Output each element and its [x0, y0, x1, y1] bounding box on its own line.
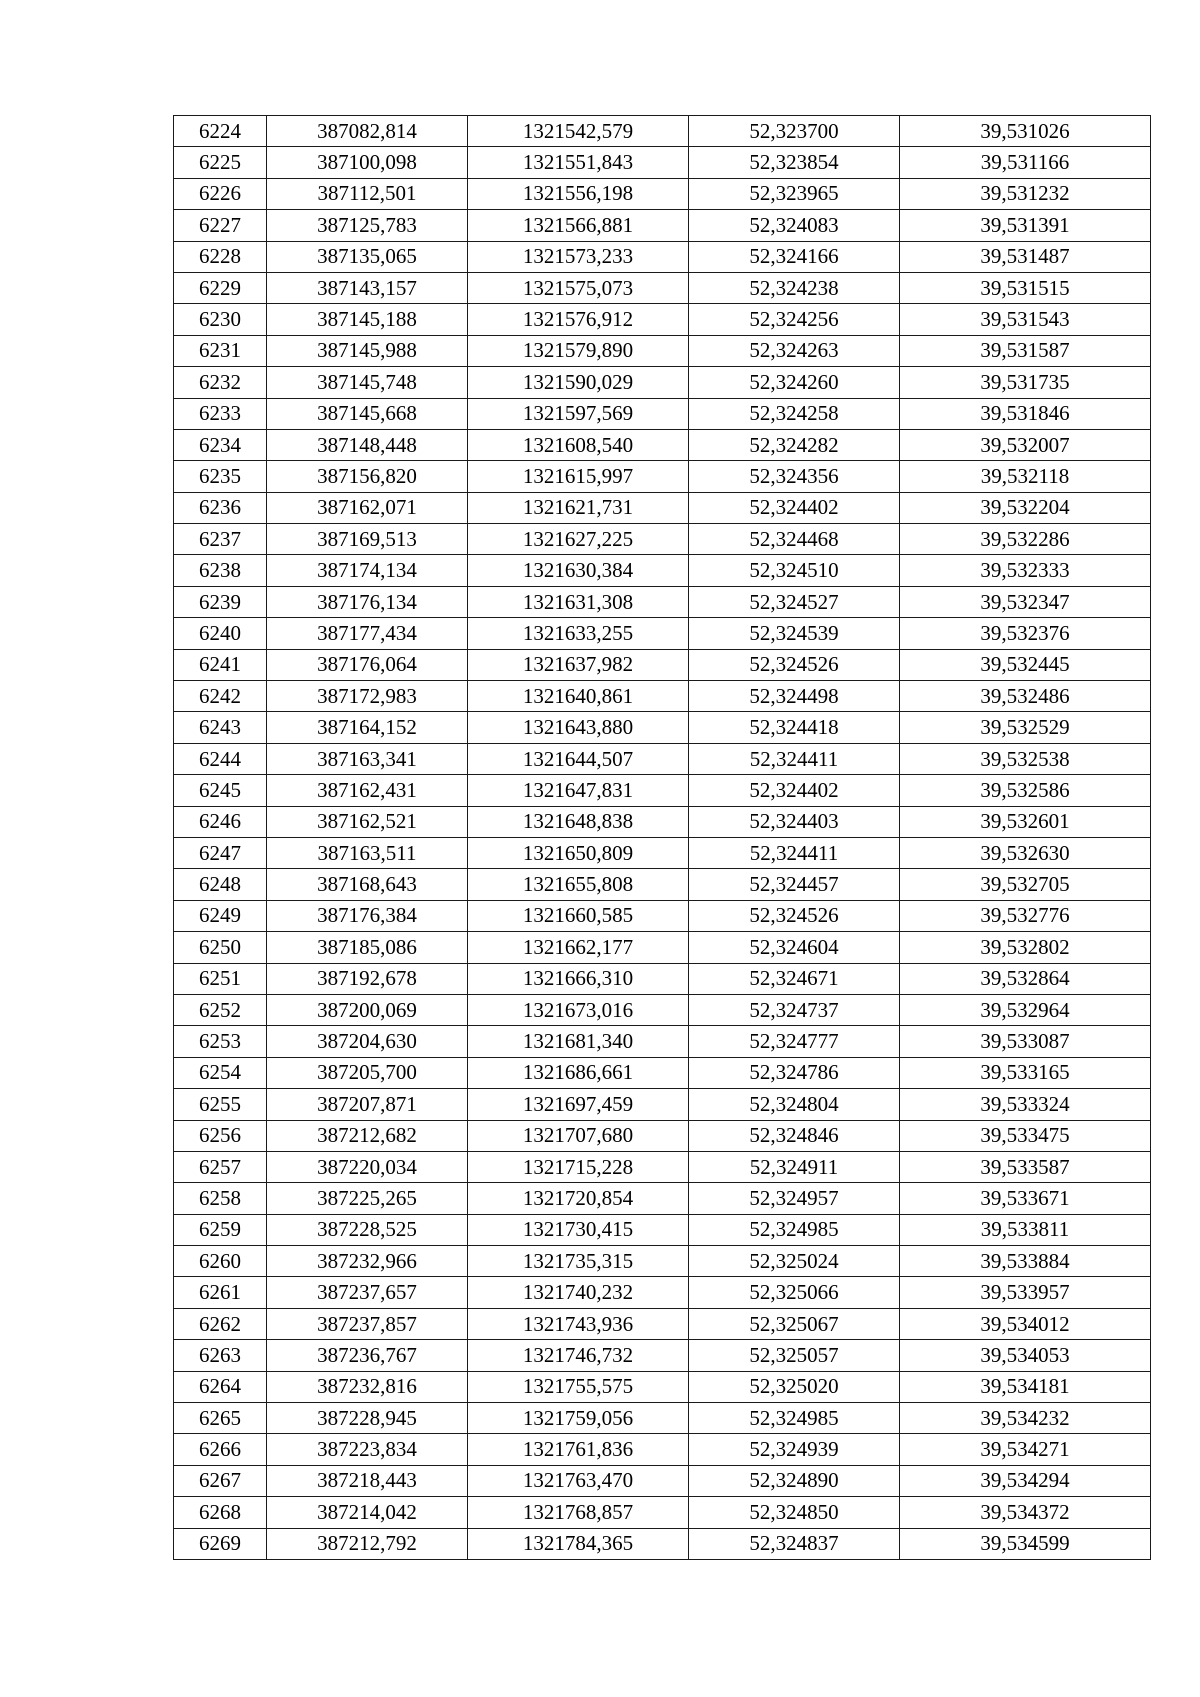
longitude-cell: 39,533671: [900, 1183, 1151, 1214]
latitude-cell: 52,324457: [689, 869, 900, 900]
x-coordinate-cell: 387145,748: [267, 367, 468, 398]
longitude-cell: 39,534053: [900, 1340, 1151, 1371]
x-coordinate-cell: 387237,657: [267, 1277, 468, 1308]
longitude-cell: 39,533165: [900, 1057, 1151, 1088]
x-coordinate-cell: 387232,966: [267, 1246, 468, 1277]
point-number-cell: 6256: [174, 1120, 267, 1151]
point-number-cell: 6242: [174, 681, 267, 712]
longitude-cell: 39,534372: [900, 1497, 1151, 1528]
latitude-cell: 52,324526: [689, 649, 900, 680]
y-coordinate-cell: 1321673,016: [468, 994, 689, 1025]
latitude-cell: 52,324850: [689, 1497, 900, 1528]
table-row: [174, 1246, 1151, 1277]
latitude-cell: 52,325024: [689, 1246, 900, 1277]
point-number-cell: 6228: [174, 241, 267, 272]
point-number-cell: 6259: [174, 1214, 267, 1245]
y-coordinate-cell: 1321763,470: [468, 1465, 689, 1496]
y-coordinate-cell: 1321644,507: [468, 743, 689, 774]
longitude-cell: 39,532118: [900, 461, 1151, 492]
x-coordinate-cell: 387100,098: [267, 147, 468, 178]
table-row: [174, 618, 1151, 649]
x-coordinate-cell: 387176,384: [267, 900, 468, 931]
latitude-cell: 52,324402: [689, 492, 900, 523]
latitude-cell: 52,324837: [689, 1528, 900, 1559]
x-coordinate-cell: 387177,434: [267, 618, 468, 649]
y-coordinate-cell: 1321576,912: [468, 304, 689, 335]
y-coordinate-cell: 1321720,854: [468, 1183, 689, 1214]
longitude-cell: 39,533884: [900, 1246, 1151, 1277]
table-row: [174, 1277, 1151, 1308]
longitude-cell: 39,534599: [900, 1528, 1151, 1559]
y-coordinate-cell: 1321608,540: [468, 429, 689, 460]
table-row: [174, 1026, 1151, 1057]
latitude-cell: 52,325066: [689, 1277, 900, 1308]
latitude-cell: 52,324786: [689, 1057, 900, 1088]
table-row: [174, 272, 1151, 303]
latitude-cell: 52,324166: [689, 241, 900, 272]
table-row: [174, 210, 1151, 241]
latitude-cell: 52,324939: [689, 1434, 900, 1465]
y-coordinate-cell: 1321573,233: [468, 241, 689, 272]
longitude-cell: 39,532376: [900, 618, 1151, 649]
latitude-cell: 52,324539: [689, 618, 900, 649]
longitude-cell: 39,532333: [900, 555, 1151, 586]
table-row: [174, 1183, 1151, 1214]
longitude-cell: 39,532802: [900, 932, 1151, 963]
latitude-cell: 52,324238: [689, 272, 900, 303]
longitude-cell: 39,532529: [900, 712, 1151, 743]
point-number-cell: 6231: [174, 335, 267, 366]
y-coordinate-cell: 1321575,073: [468, 272, 689, 303]
x-coordinate-cell: 387232,816: [267, 1371, 468, 1402]
latitude-cell: 52,324890: [689, 1465, 900, 1496]
x-coordinate-cell: 387174,134: [267, 555, 468, 586]
x-coordinate-cell: 387169,513: [267, 524, 468, 555]
y-coordinate-cell: 1321556,198: [468, 178, 689, 209]
table-row: [174, 743, 1151, 774]
table-row: [174, 932, 1151, 963]
x-coordinate-cell: 387135,065: [267, 241, 468, 272]
y-coordinate-cell: 1321650,809: [468, 837, 689, 868]
table-row: [174, 367, 1151, 398]
latitude-cell: 52,323700: [689, 116, 900, 147]
table-row: [174, 681, 1151, 712]
latitude-cell: 52,324846: [689, 1120, 900, 1151]
point-number-cell: 6251: [174, 963, 267, 994]
x-coordinate-cell: 387228,945: [267, 1403, 468, 1434]
x-coordinate-cell: 387145,668: [267, 398, 468, 429]
y-coordinate-cell: 1321784,365: [468, 1528, 689, 1559]
longitude-cell: 39,531487: [900, 241, 1151, 272]
y-coordinate-cell: 1321590,029: [468, 367, 689, 398]
longitude-cell: 39,532705: [900, 869, 1151, 900]
x-coordinate-cell: 387145,188: [267, 304, 468, 335]
latitude-cell: 52,324957: [689, 1183, 900, 1214]
point-number-cell: 6236: [174, 492, 267, 523]
longitude-cell: 39,532286: [900, 524, 1151, 555]
longitude-cell: 39,532776: [900, 900, 1151, 931]
table-row: [174, 555, 1151, 586]
coordinates-table: [173, 115, 1151, 1560]
point-number-cell: 6269: [174, 1528, 267, 1559]
point-number-cell: 6246: [174, 806, 267, 837]
point-number-cell: 6229: [174, 272, 267, 303]
table-row: [174, 178, 1151, 209]
point-number-cell: 6249: [174, 900, 267, 931]
y-coordinate-cell: 1321759,056: [468, 1403, 689, 1434]
y-coordinate-cell: 1321648,838: [468, 806, 689, 837]
latitude-cell: 52,324468: [689, 524, 900, 555]
point-number-cell: 6245: [174, 775, 267, 806]
x-coordinate-cell: 387162,431: [267, 775, 468, 806]
y-coordinate-cell: 1321755,575: [468, 1371, 689, 1402]
latitude-cell: 52,325057: [689, 1340, 900, 1371]
table-row: [174, 116, 1151, 147]
latitude-cell: 52,323854: [689, 147, 900, 178]
table-row: [174, 649, 1151, 680]
table-row: [174, 241, 1151, 272]
x-coordinate-cell: 387168,643: [267, 869, 468, 900]
latitude-cell: 52,324411: [689, 743, 900, 774]
table-row: [174, 869, 1151, 900]
longitude-cell: 39,533475: [900, 1120, 1151, 1151]
coordinates-table-body: [174, 116, 1151, 1560]
x-coordinate-cell: 387214,042: [267, 1497, 468, 1528]
x-coordinate-cell: 387205,700: [267, 1057, 468, 1088]
table-row: [174, 806, 1151, 837]
y-coordinate-cell: 1321615,997: [468, 461, 689, 492]
point-number-cell: 6250: [174, 932, 267, 963]
point-number-cell: 6268: [174, 1497, 267, 1528]
x-coordinate-cell: 387204,630: [267, 1026, 468, 1057]
point-number-cell: 6257: [174, 1151, 267, 1182]
table-row: [174, 1308, 1151, 1339]
longitude-cell: 39,534012: [900, 1308, 1151, 1339]
table-row: [174, 1371, 1151, 1402]
latitude-cell: 52,324498: [689, 681, 900, 712]
y-coordinate-cell: 1321768,857: [468, 1497, 689, 1528]
latitude-cell: 52,325067: [689, 1308, 900, 1339]
y-coordinate-cell: 1321542,579: [468, 116, 689, 147]
x-coordinate-cell: 387112,501: [267, 178, 468, 209]
y-coordinate-cell: 1321715,228: [468, 1151, 689, 1182]
point-number-cell: 6225: [174, 147, 267, 178]
x-coordinate-cell: 387223,834: [267, 1434, 468, 1465]
longitude-cell: 39,532007: [900, 429, 1151, 460]
longitude-cell: 39,534271: [900, 1434, 1151, 1465]
x-coordinate-cell: 387082,814: [267, 116, 468, 147]
table-row: [174, 1403, 1151, 1434]
table-row: [174, 1465, 1151, 1496]
x-coordinate-cell: 387225,265: [267, 1183, 468, 1214]
latitude-cell: 52,324527: [689, 586, 900, 617]
point-number-cell: 6264: [174, 1371, 267, 1402]
longitude-cell: 39,532586: [900, 775, 1151, 806]
point-number-cell: 6244: [174, 743, 267, 774]
table-row: [174, 335, 1151, 366]
latitude-cell: 52,324263: [689, 335, 900, 366]
longitude-cell: 39,534232: [900, 1403, 1151, 1434]
longitude-cell: 39,532601: [900, 806, 1151, 837]
x-coordinate-cell: 387218,443: [267, 1465, 468, 1496]
x-coordinate-cell: 387236,767: [267, 1340, 468, 1371]
table-row: [174, 1120, 1151, 1151]
table-row: [174, 524, 1151, 555]
longitude-cell: 39,531543: [900, 304, 1151, 335]
table-row: [174, 1089, 1151, 1120]
longitude-cell: 39,531232: [900, 178, 1151, 209]
y-coordinate-cell: 1321666,310: [468, 963, 689, 994]
y-coordinate-cell: 1321566,881: [468, 210, 689, 241]
x-coordinate-cell: 387163,511: [267, 837, 468, 868]
x-coordinate-cell: 387172,983: [267, 681, 468, 712]
longitude-cell: 39,532445: [900, 649, 1151, 680]
table-row: [174, 586, 1151, 617]
longitude-cell: 39,533087: [900, 1026, 1151, 1057]
table-row: [174, 461, 1151, 492]
longitude-cell: 39,531515: [900, 272, 1151, 303]
x-coordinate-cell: 387207,871: [267, 1089, 468, 1120]
y-coordinate-cell: 1321746,732: [468, 1340, 689, 1371]
latitude-cell: 52,324356: [689, 461, 900, 492]
x-coordinate-cell: 387176,134: [267, 586, 468, 617]
table-row: [174, 1434, 1151, 1465]
table-row: [174, 712, 1151, 743]
point-number-cell: 6226: [174, 178, 267, 209]
point-number-cell: 6252: [174, 994, 267, 1025]
y-coordinate-cell: 1321643,880: [468, 712, 689, 743]
longitude-cell: 39,533957: [900, 1277, 1151, 1308]
latitude-cell: 52,324604: [689, 932, 900, 963]
longitude-cell: 39,531587: [900, 335, 1151, 366]
point-number-cell: 6248: [174, 869, 267, 900]
longitude-cell: 39,531166: [900, 147, 1151, 178]
point-number-cell: 6262: [174, 1308, 267, 1339]
point-number-cell: 6261: [174, 1277, 267, 1308]
table-row: [174, 304, 1151, 335]
point-number-cell: 6239: [174, 586, 267, 617]
y-coordinate-cell: 1321697,459: [468, 1089, 689, 1120]
y-coordinate-cell: 1321761,836: [468, 1434, 689, 1465]
x-coordinate-cell: 387163,341: [267, 743, 468, 774]
y-coordinate-cell: 1321743,936: [468, 1308, 689, 1339]
y-coordinate-cell: 1321627,225: [468, 524, 689, 555]
point-number-cell: 6243: [174, 712, 267, 743]
table-row: [174, 837, 1151, 868]
y-coordinate-cell: 1321686,661: [468, 1057, 689, 1088]
y-coordinate-cell: 1321621,731: [468, 492, 689, 523]
point-number-cell: 6233: [174, 398, 267, 429]
y-coordinate-cell: 1321551,843: [468, 147, 689, 178]
longitude-cell: 39,532347: [900, 586, 1151, 617]
point-number-cell: 6253: [174, 1026, 267, 1057]
table-row: [174, 1528, 1151, 1559]
y-coordinate-cell: 1321647,831: [468, 775, 689, 806]
point-number-cell: 6254: [174, 1057, 267, 1088]
table-row: [174, 900, 1151, 931]
y-coordinate-cell: 1321662,177: [468, 932, 689, 963]
y-coordinate-cell: 1321660,585: [468, 900, 689, 931]
table-row: [174, 994, 1151, 1025]
point-number-cell: 6267: [174, 1465, 267, 1496]
longitude-cell: 39,532630: [900, 837, 1151, 868]
latitude-cell: 52,324985: [689, 1403, 900, 1434]
point-number-cell: 6241: [174, 649, 267, 680]
longitude-cell: 39,533587: [900, 1151, 1151, 1182]
table-row: [174, 1497, 1151, 1528]
x-coordinate-cell: 387176,064: [267, 649, 468, 680]
table-row: [174, 1151, 1151, 1182]
y-coordinate-cell: 1321640,861: [468, 681, 689, 712]
x-coordinate-cell: 387237,857: [267, 1308, 468, 1339]
table-row: [174, 1057, 1151, 1088]
y-coordinate-cell: 1321681,340: [468, 1026, 689, 1057]
longitude-cell: 39,533811: [900, 1214, 1151, 1245]
y-coordinate-cell: 1321637,982: [468, 649, 689, 680]
point-number-cell: 6260: [174, 1246, 267, 1277]
x-coordinate-cell: 387192,678: [267, 963, 468, 994]
point-number-cell: 6238: [174, 555, 267, 586]
latitude-cell: 52,323965: [689, 178, 900, 209]
point-number-cell: 6263: [174, 1340, 267, 1371]
latitude-cell: 52,324510: [689, 555, 900, 586]
latitude-cell: 52,324737: [689, 994, 900, 1025]
table-row: [174, 429, 1151, 460]
latitude-cell: 52,324083: [689, 210, 900, 241]
table-row: [174, 1214, 1151, 1245]
longitude-cell: 39,531735: [900, 367, 1151, 398]
y-coordinate-cell: 1321579,890: [468, 335, 689, 366]
point-number-cell: 6240: [174, 618, 267, 649]
longitude-cell: 39,533324: [900, 1089, 1151, 1120]
latitude-cell: 52,324258: [689, 398, 900, 429]
x-coordinate-cell: 387162,521: [267, 806, 468, 837]
point-number-cell: 6247: [174, 837, 267, 868]
table-row: [174, 963, 1151, 994]
point-number-cell: 6255: [174, 1089, 267, 1120]
y-coordinate-cell: 1321735,315: [468, 1246, 689, 1277]
x-coordinate-cell: 387145,988: [267, 335, 468, 366]
latitude-cell: 52,324418: [689, 712, 900, 743]
longitude-cell: 39,532486: [900, 681, 1151, 712]
longitude-cell: 39,532964: [900, 994, 1151, 1025]
x-coordinate-cell: 387200,069: [267, 994, 468, 1025]
x-coordinate-cell: 387212,682: [267, 1120, 468, 1151]
longitude-cell: 39,531391: [900, 210, 1151, 241]
x-coordinate-cell: 387185,086: [267, 932, 468, 963]
latitude-cell: 52,324911: [689, 1151, 900, 1182]
latitude-cell: 52,324526: [689, 900, 900, 931]
latitude-cell: 52,324985: [689, 1214, 900, 1245]
y-coordinate-cell: 1321630,384: [468, 555, 689, 586]
latitude-cell: 52,324282: [689, 429, 900, 460]
table-row: [174, 1340, 1151, 1371]
x-coordinate-cell: 387212,792: [267, 1528, 468, 1559]
y-coordinate-cell: 1321740,232: [468, 1277, 689, 1308]
point-number-cell: 6224: [174, 116, 267, 147]
y-coordinate-cell: 1321655,808: [468, 869, 689, 900]
x-coordinate-cell: 387162,071: [267, 492, 468, 523]
x-coordinate-cell: 387148,448: [267, 429, 468, 460]
latitude-cell: 52,324402: [689, 775, 900, 806]
longitude-cell: 39,531846: [900, 398, 1151, 429]
x-coordinate-cell: 387164,152: [267, 712, 468, 743]
point-number-cell: 6235: [174, 461, 267, 492]
x-coordinate-cell: 387220,034: [267, 1151, 468, 1182]
longitude-cell: 39,532864: [900, 963, 1151, 994]
x-coordinate-cell: 387143,157: [267, 272, 468, 303]
longitude-cell: 39,531026: [900, 116, 1151, 147]
y-coordinate-cell: 1321597,569: [468, 398, 689, 429]
x-coordinate-cell: 387125,783: [267, 210, 468, 241]
table-row: [174, 147, 1151, 178]
y-coordinate-cell: 1321730,415: [468, 1214, 689, 1245]
latitude-cell: 52,324411: [689, 837, 900, 868]
latitude-cell: 52,324671: [689, 963, 900, 994]
point-number-cell: 6265: [174, 1403, 267, 1434]
latitude-cell: 52,324777: [689, 1026, 900, 1057]
y-coordinate-cell: 1321631,308: [468, 586, 689, 617]
point-number-cell: 6227: [174, 210, 267, 241]
latitude-cell: 52,324256: [689, 304, 900, 335]
point-number-cell: 6266: [174, 1434, 267, 1465]
latitude-cell: 52,325020: [689, 1371, 900, 1402]
latitude-cell: 52,324260: [689, 367, 900, 398]
x-coordinate-cell: 387228,525: [267, 1214, 468, 1245]
point-number-cell: 6234: [174, 429, 267, 460]
point-number-cell: 6258: [174, 1183, 267, 1214]
latitude-cell: 52,324403: [689, 806, 900, 837]
x-coordinate-cell: 387156,820: [267, 461, 468, 492]
table-row: [174, 492, 1151, 523]
y-coordinate-cell: 1321633,255: [468, 618, 689, 649]
longitude-cell: 39,532538: [900, 743, 1151, 774]
longitude-cell: 39,532204: [900, 492, 1151, 523]
table-row: [174, 775, 1151, 806]
longitude-cell: 39,534181: [900, 1371, 1151, 1402]
longitude-cell: 39,534294: [900, 1465, 1151, 1496]
point-number-cell: 6230: [174, 304, 267, 335]
latitude-cell: 52,324804: [689, 1089, 900, 1120]
y-coordinate-cell: 1321707,680: [468, 1120, 689, 1151]
point-number-cell: 6237: [174, 524, 267, 555]
table-row: [174, 398, 1151, 429]
point-number-cell: 6232: [174, 367, 267, 398]
